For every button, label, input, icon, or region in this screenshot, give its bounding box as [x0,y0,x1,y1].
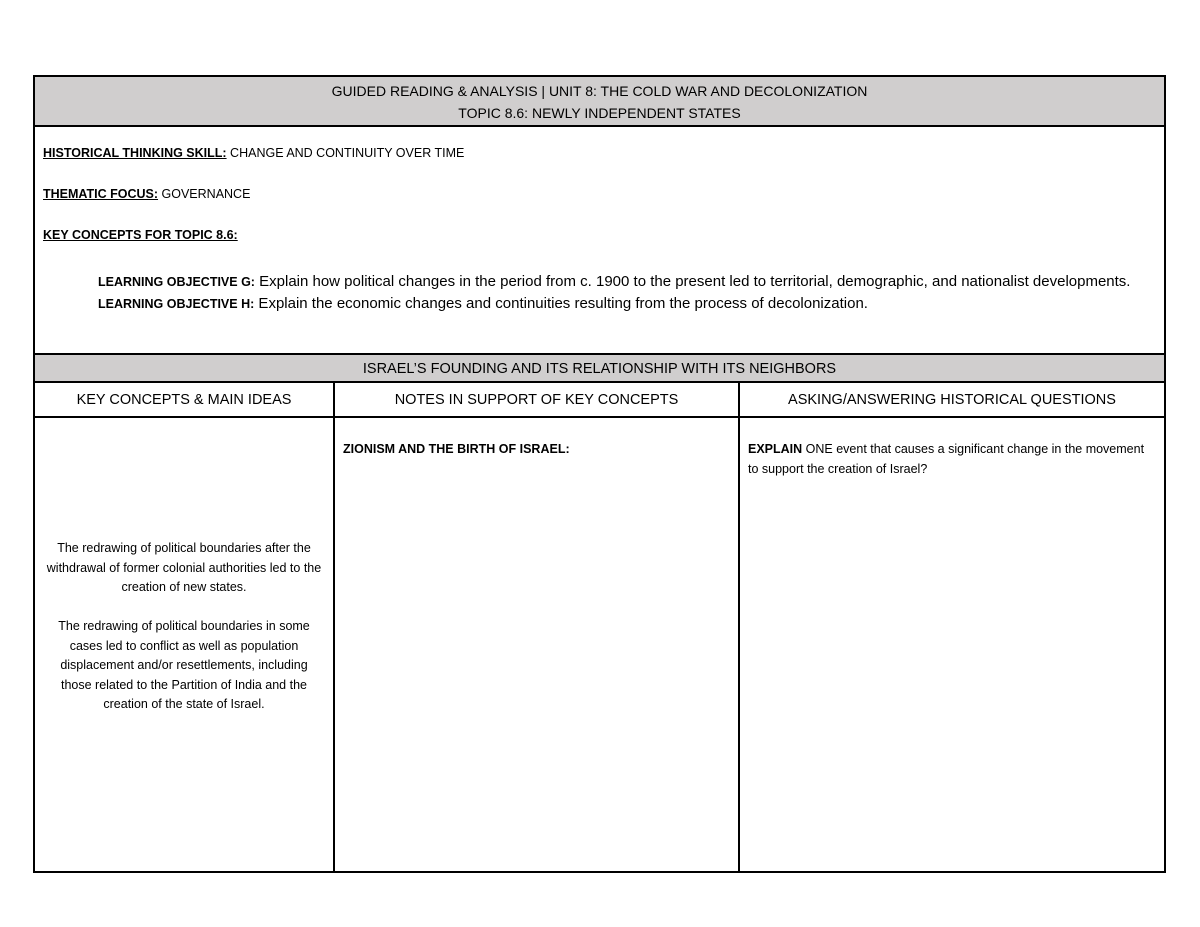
column-header-notes: NOTES IN SUPPORT OF KEY CONCEPTS [335,383,740,416]
key-concept-1: The redrawing of political boundaries after the withdrawal of former colonial authorities led to the creation of new states. [46,541,322,594]
skill-label: HISTORICAL THINKING SKILL: [43,146,227,160]
objective-g [98,271,1156,293]
question-text: ONE event that causes a significant change in the movement to support the creation of Israel? [748,442,1145,476]
column-header-questions: ASKING/ANSWERING HISTORICAL QUESTIONS [788,392,1116,408]
objective-h-text: Explain the economic changes and continuities resulting from the process of decolonization. [254,295,868,312]
header-topic: TOPIC 8.6: NEWLY INDEPENDENT STATES [458,105,741,121]
table-row [35,418,1164,871]
key-concepts-cell [35,418,335,871]
focus-value: GOVERNANCE [158,187,251,201]
objective-g-text: Explain how political changes in the period from c. 1900 to the present led to territorial, demographic, and nationalist developments. [254,273,1131,290]
learning-objectives [43,271,1156,315]
question-label: EXPLAIN [748,442,803,456]
section-title: ISRAEL’S FOUNDING AND ITS RELATIONSHIP WITH ITS NEIGHBORS [35,355,1164,383]
focus-label: THEMATIC FOCUS: [43,187,159,201]
objective-h-label: LEARNING OBJECTIVE H: [98,297,255,311]
objective-h [98,293,1156,315]
skill-line [43,146,1156,187]
column-headers [35,383,1164,418]
focus-line [43,187,1156,228]
objective-g-label: LEARNING OBJECTIVE G: [98,275,255,289]
notes-heading: ZIONISM AND THE BIRTH OF ISRAEL: [343,442,570,456]
notes-cell[interactable] [335,418,740,871]
key-concept-2: The redrawing of political boundaries in some cases led to conflict as well as population displacement and/or resettlements, including those related to the Partition of India and the creation of the state of Israel. [58,619,310,711]
worksheet-header [35,77,1164,127]
column-header-key-concepts: KEY CONCEPTS & MAIN IDEAS [35,383,335,416]
key-concepts-label: KEY CONCEPTS FOR TOPIC 8.6: [43,228,238,242]
key-concepts-line [43,228,1156,269]
header-title: GUIDED READING & ANALYSIS | UNIT 8: THE COLD WAR AND DECOLONIZATION [331,83,868,99]
skill-value: CHANGE AND CONTINUITY OVER TIME [226,146,465,160]
questions-cell[interactable] [740,418,1164,871]
worksheet [33,75,1166,873]
intro-section [35,127,1164,355]
